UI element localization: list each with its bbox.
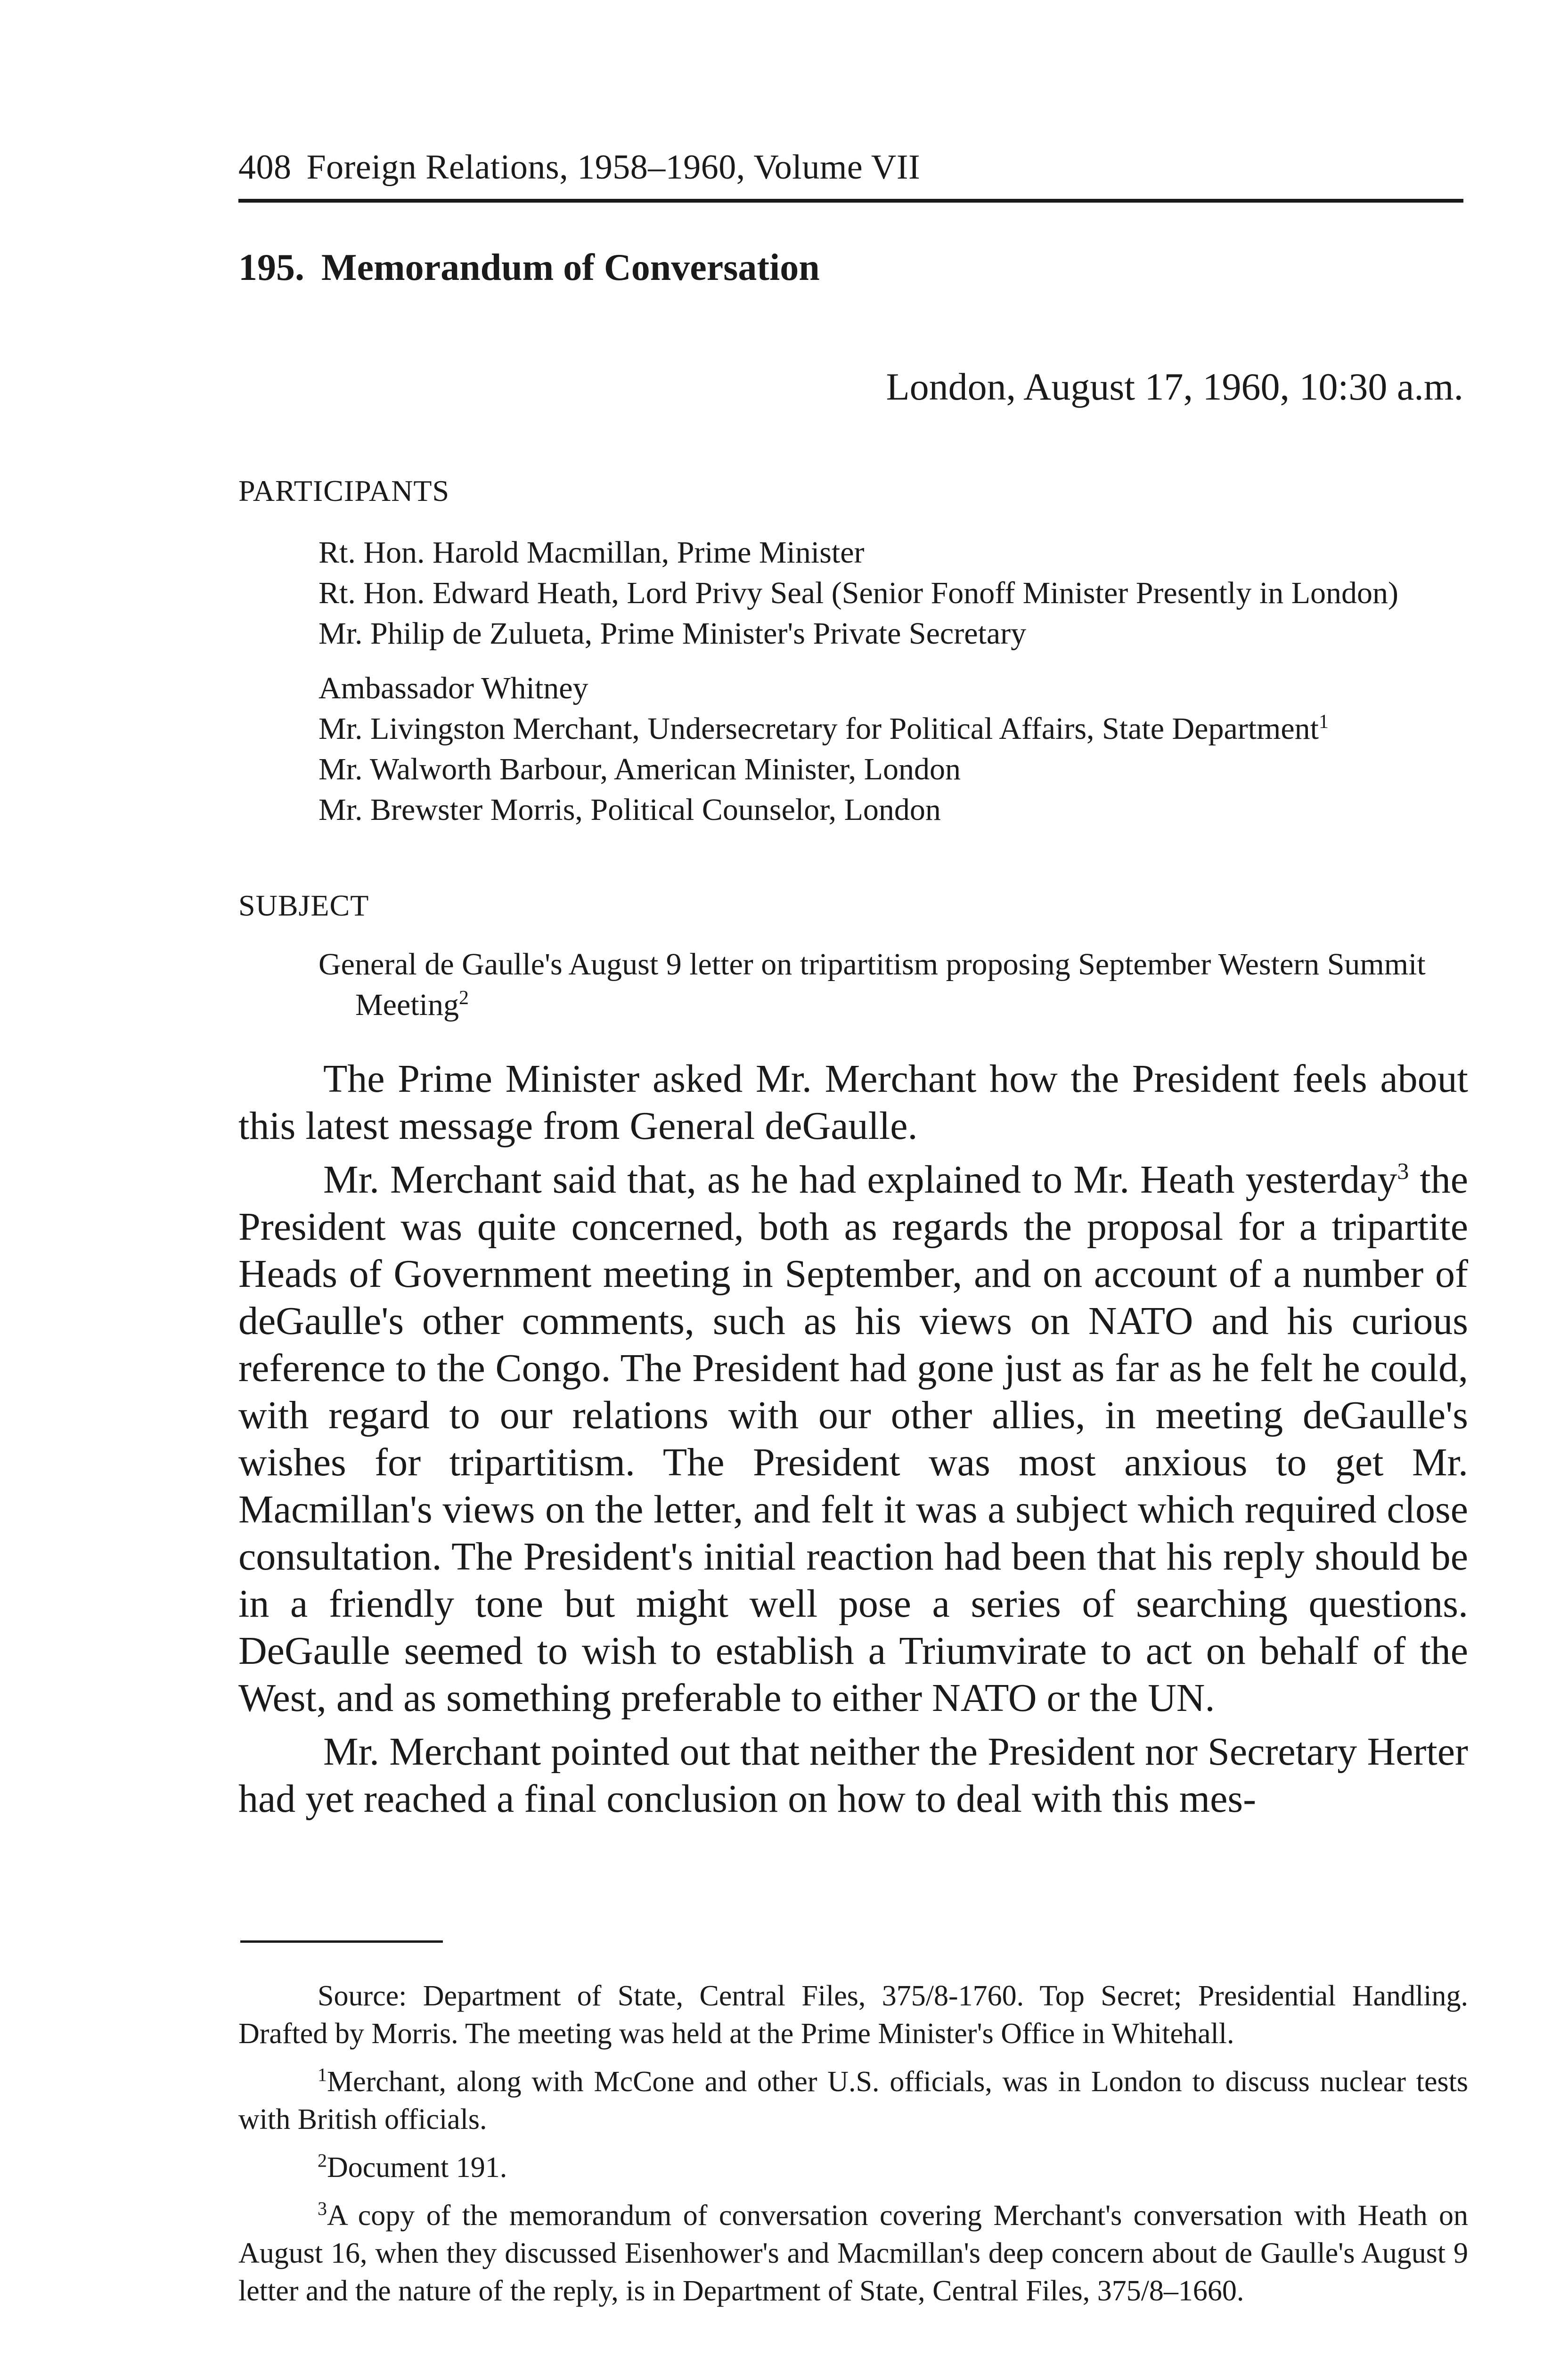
footnote-text: A copy of the memorandum of conversation covering Merchant's conversation with Heath on August 16, when they discussed Eisenhower's and Macmillan's deep concern about de Gaulle's August 9 letter and the nature of the reply, is in Department of State, Central Files, 375/8–1660. [238,2200,1468,2307]
footnote-ref: 1 [1319,711,1329,733]
footnote-text: Document 191. [327,2151,507,2184]
header-rule [238,199,1463,203]
participant: Mr. Philip de Zulueta, Prime Minister's Private Secretary [318,616,1027,651]
subject-body: General de Gaulle's August 9 letter on tripartitism proposing September Western Summit Meeting [318,947,1426,1022]
footnote [238,2149,1468,2186]
footnote [238,2063,1468,2138]
participant: Mr. Walworth Barbour, American Minister, London [318,752,961,786]
footnote-mark: 3 [318,2198,327,2219]
subject-text [318,944,1439,1025]
source-note: Source: Department of State, Central Files, 375/8-1760. Top Secret; Presidential Handling. Drafted by Morris. The meeting was held at the Prime Minister's Office in Whitehall. [238,1980,1468,2050]
paragraph [238,1156,1468,1722]
participant-with-note [318,709,1459,749]
page-number: 408 [238,148,292,187]
participant: Mr. Brewster Morris, Political Counselor, London [318,793,941,827]
dateline: London, August 17, 1960, 10:30 a.m. [886,365,1463,408]
footnote-ref: 2 [458,987,469,1009]
participants-label: PARTICIPANTS [238,474,450,507]
footnotes [238,1977,1468,2320]
footnote-rule [240,1940,443,1943]
participant: Rt. Hon. Edward Heath, Lord Privy Seal (Senior Fonoff Minister Presently in London) [318,576,1398,610]
document-number: 195. [238,247,304,288]
participant-text: Mr. Livingston Merchant, Undersecretary for Political Affairs, State Department [318,712,1319,746]
document-title-text: Memorandum of Conversation [321,247,820,288]
paragraph: The Prime Minister asked Mr. Merchant how the President feels about this latest message from General deGaulle. [238,1057,1468,1148]
footnote-text: Merchant, along with McCone and other U.S. officials, was in London to discuss nuclear tests with British officials. [238,2066,1468,2135]
footnote-mark: 2 [318,2150,327,2171]
running-head [238,150,920,185]
footnote-mark: 1 [318,2064,327,2086]
participant: Ambassador Whitney [318,671,588,705]
footnote [238,2197,1468,2310]
paragraph-text: the President was quite concerned, both as regards the proposal for a tripartite Heads of Government meeting in September, and on account of a number of deGaulle's other comments, such as his views on NATO and his curious reference to the Congo. The President had gone just as far as he felt he could, with regard to our relations with our other allies, in meeting deGaulle's wishes for tripartitism. The President was most anxious to get Mr. Macmillan's views on the letter, and felt it was a subject which required close consultation. The President's initial reaction had been that his reply should be in a friendly tone but might well pose a series of searching questions. DeGaulle seemed to wish to establish a Triumvirate to act on behalf of the West, and as something preferable to either NATO or the UN. [238,1158,1468,1720]
paragraph: Mr. Merchant pointed out that neither the President nor Secretary Herter had yet reached a final conclusion on how to deal with this mes- [238,1730,1468,1821]
running-title: Foreign Relations, 1958–1960, Volume VII [306,148,921,187]
participant: Rt. Hon. Harold Macmillan, Prime Minister [318,535,865,570]
document-title [238,249,820,286]
body-text [238,1055,1468,1829]
participants-group-gap [318,654,1459,668]
footnote-ref: 3 [1397,1158,1409,1184]
participants-list [318,532,1459,830]
paragraph-text: Mr. Merchant said that, as he had explained to Mr. Heath yesterday [323,1158,1397,1202]
subject-label: SUBJECT [238,889,369,922]
